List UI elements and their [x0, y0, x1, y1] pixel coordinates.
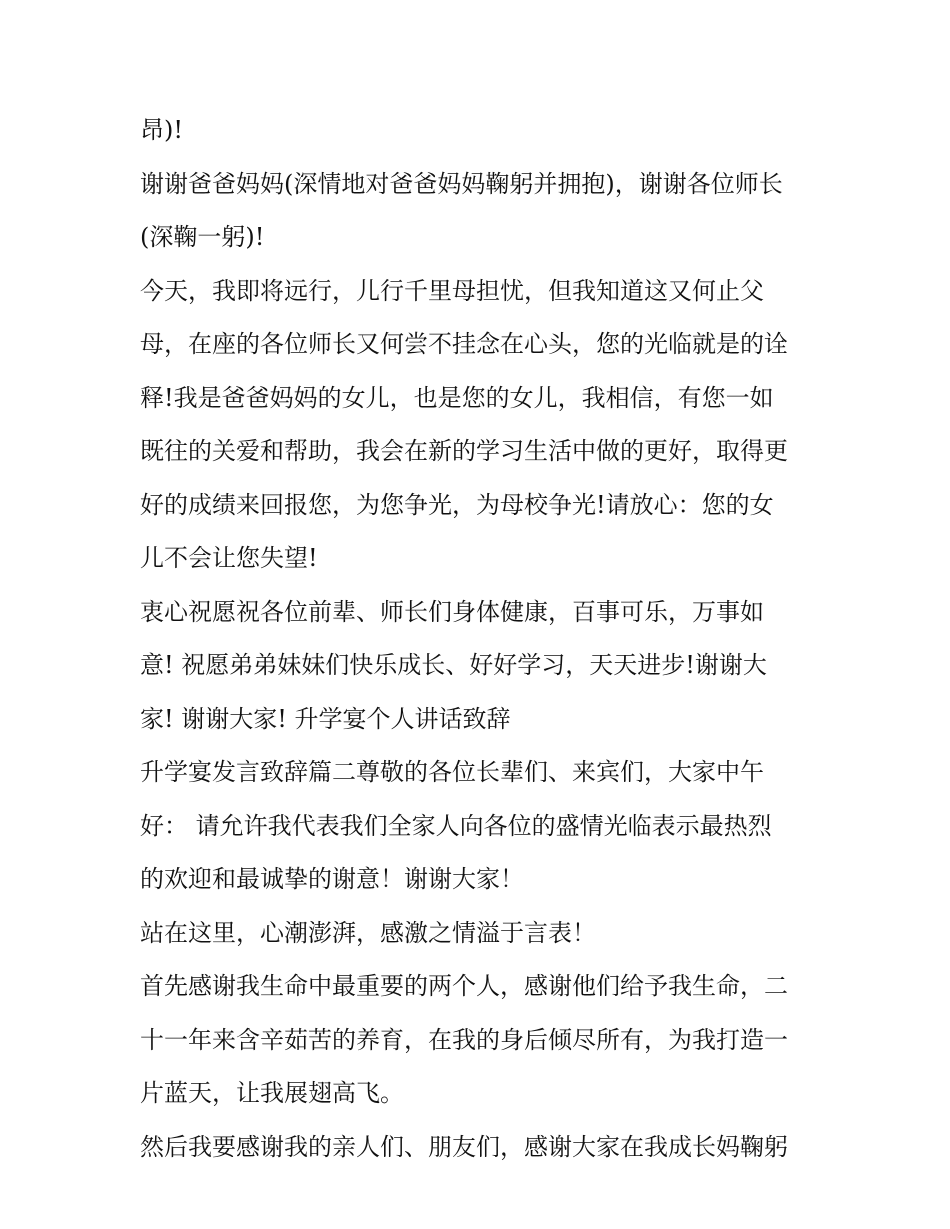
- text-line: 片蓝天，让我展翅高飞。: [140, 1079, 404, 1107]
- text-line: 儿不会让您失望!: [140, 544, 318, 572]
- text-line: 好的成绩来回报您，为您争光，为母校争光!请放心：您的女: [140, 490, 774, 519]
- text-line: 十一年来含辛茹苦的养育，在我的身后倾尽所有，为我打造一: [140, 1025, 788, 1054]
- text-line: 昂)!: [140, 116, 184, 144]
- text-line: 今天，我即将远行，儿行千里母担忧，但我知道这又何止父: [140, 276, 764, 305]
- text-line: (深鞠一躬)!: [140, 223, 265, 251]
- text-line: 释!我是爸爸妈妈的女儿，也是您的女儿，我相信，有您一如: [140, 383, 774, 412]
- text-line: 的欢迎和最诚挚的谢意！谢谢大家！: [140, 865, 524, 893]
- text-line: 好： 请允许我代表我们全家人向各位的盛情光临表示最热烈: [140, 811, 772, 840]
- text-line: 既往的关爱和帮助，我会在新的学习生活中做的更好，取得更: [140, 437, 788, 465]
- text-line: 家! 谢谢大家! 升学宴个人讲话致辞: [140, 704, 511, 733]
- text-line: 母，在座的各位师长又何尝不挂念在心头，您的光临就是的诠: [140, 330, 788, 358]
- text-line: 衷心祝愿祝各位前辈、师长们身体健康，百事可乐，万事如: [140, 597, 764, 626]
- text-line: 然后我要感谢我的亲人们、朋友们，感谢大家在我成长妈鞠躬: [140, 1132, 788, 1161]
- speech-text: [140, 107, 820, 1177]
- text-line: 首先感谢我生命中最重要的两个人，感谢他们给予我生命，二: [140, 972, 788, 1000]
- text-line: 谢谢爸爸妈妈(深情地对爸爸妈妈鞠躬并拥抱)，谢谢各位师长: [140, 169, 783, 198]
- text-line: 意! 祝愿弟弟妹妹们快乐成长、好好学习，天天进步!谢谢大: [140, 651, 767, 679]
- text-line: 站在这里，心潮澎湃，感激之情溢于言表！: [140, 918, 596, 947]
- text-line: 升学宴发言致辞篇二尊敬的各位长辈们、来宾们，大家中午: [140, 758, 764, 786]
